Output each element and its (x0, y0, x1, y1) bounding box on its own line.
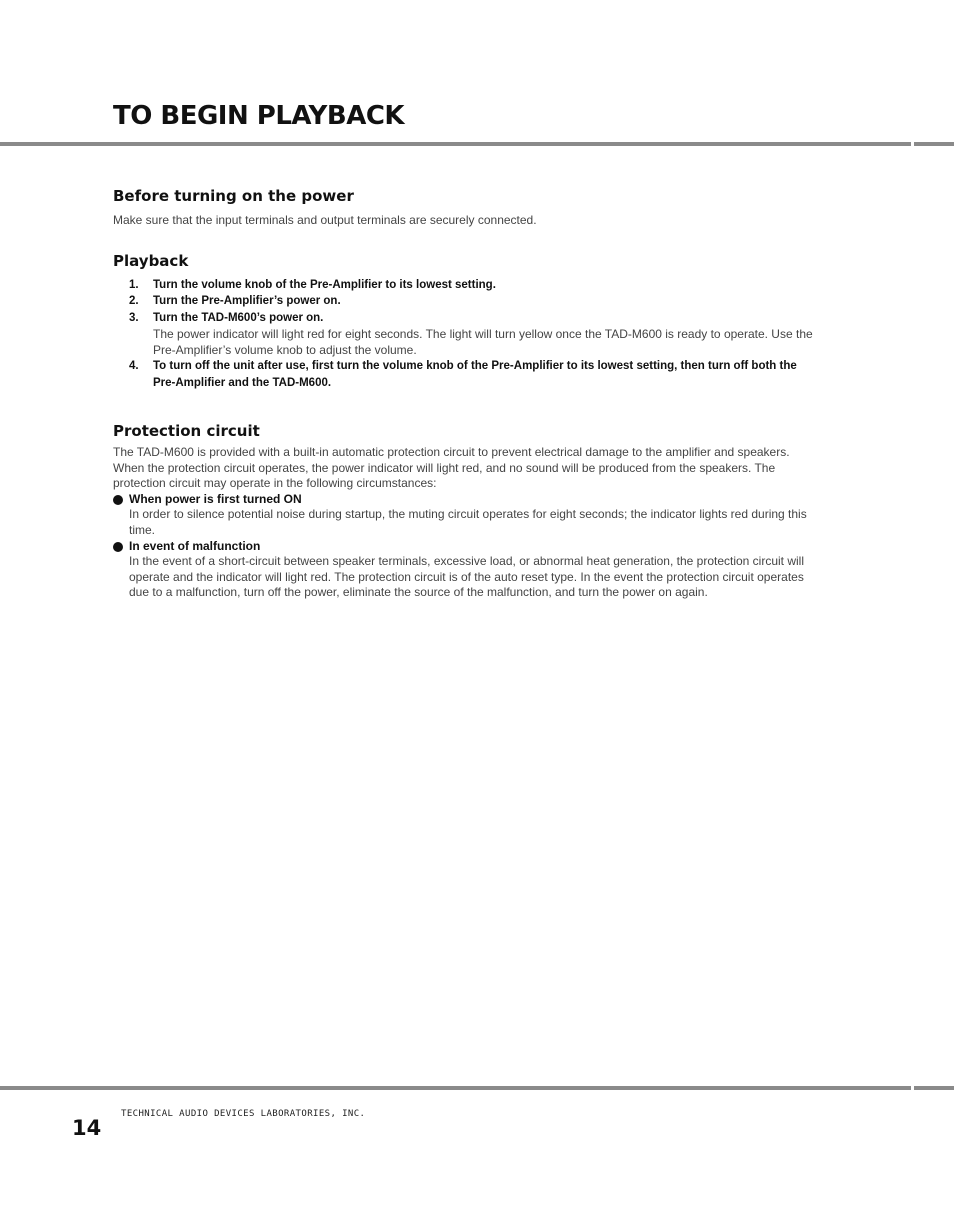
step-number: 2. (129, 295, 139, 308)
before-power-text: Make sure that the input terminals and output terminals are securely connected. (113, 213, 537, 227)
footer-company-name: TECHNICAL AUDIO DEVICES LABORATORIES, INC. (121, 1109, 366, 1119)
page-number: 14 (72, 1116, 102, 1140)
section-heading-before-power: Before turning on the power (113, 187, 354, 205)
header-rule-tail (914, 142, 954, 146)
section-before-power (113, 186, 813, 229)
protection-intro: The TAD-M600 is provided with a built-in automatic protection circuit to prevent electrical damage to the amplifier and speakers. When the protection circuit operates, the power indicator will light red, and no sound will be produced from the speakers. The protection circuit may operate in the following circumstances: (113, 445, 790, 491)
step-number: 3. (129, 311, 139, 324)
list-item (113, 358, 813, 391)
section-heading-playback: Playback (113, 251, 189, 270)
bullet-text: In the event of a short-circuit between speaker terminals, excessive load, or abnormal heat generation, the protection circuit will operate and the indicator will light red. The protection circuit is of the auto reset type. In the event the protection circuit operates due to a malfunction, turn off the power, eliminate the source of the malfunction, and turn the power on again. (129, 554, 805, 600)
step-number: 1. (129, 278, 139, 291)
section-heading-protection: Protection circuit (113, 422, 260, 441)
section-playback (113, 251, 813, 392)
step-text: To turn off the unit after use, first turn the volume knob of the Pre-Amplifier to its lowest setting, then turn off both the Pre-Amplifier and the TAD-M600. (153, 360, 797, 389)
footer-rule (0, 1086, 911, 1090)
bullet-item-malfunction (113, 539, 813, 601)
step-text: Turn the TAD-M600’s power on. (153, 311, 324, 324)
bullet-item-power-on (113, 492, 813, 539)
section-protection (113, 421, 813, 601)
main-content (113, 186, 813, 601)
step-note: The power indicator will light red for eight seconds. The light will turn yellow once the TAD-M600 is ready to operate. Use the Pre-Amplifier’s volume knob to adjust the volume. (153, 327, 813, 358)
playback-steps (113, 277, 813, 392)
bullet-text: In order to silence potential noise during startup, the muting circuit operates for eight seconds; the indicator lights red during this time. (129, 507, 807, 538)
bullet-title: When power is first turned ON (129, 491, 302, 506)
list-item (113, 293, 813, 310)
bullet-title: In event of malfunction (129, 538, 261, 553)
step-text: Turn the Pre-Amplifier’s power on. (153, 295, 341, 308)
list-item (113, 310, 813, 359)
step-text: Turn the volume knob of the Pre-Amplifier to its lowest setting. (153, 278, 496, 291)
header-rule (0, 142, 911, 146)
page-title: TO BEGIN PLAYBACK (113, 101, 405, 131)
footer-rule-tail (914, 1086, 954, 1090)
step-number: 4. (129, 360, 139, 373)
list-item (113, 277, 813, 294)
bullet-dot-icon (113, 495, 123, 505)
bullet-dot-icon (113, 542, 123, 552)
